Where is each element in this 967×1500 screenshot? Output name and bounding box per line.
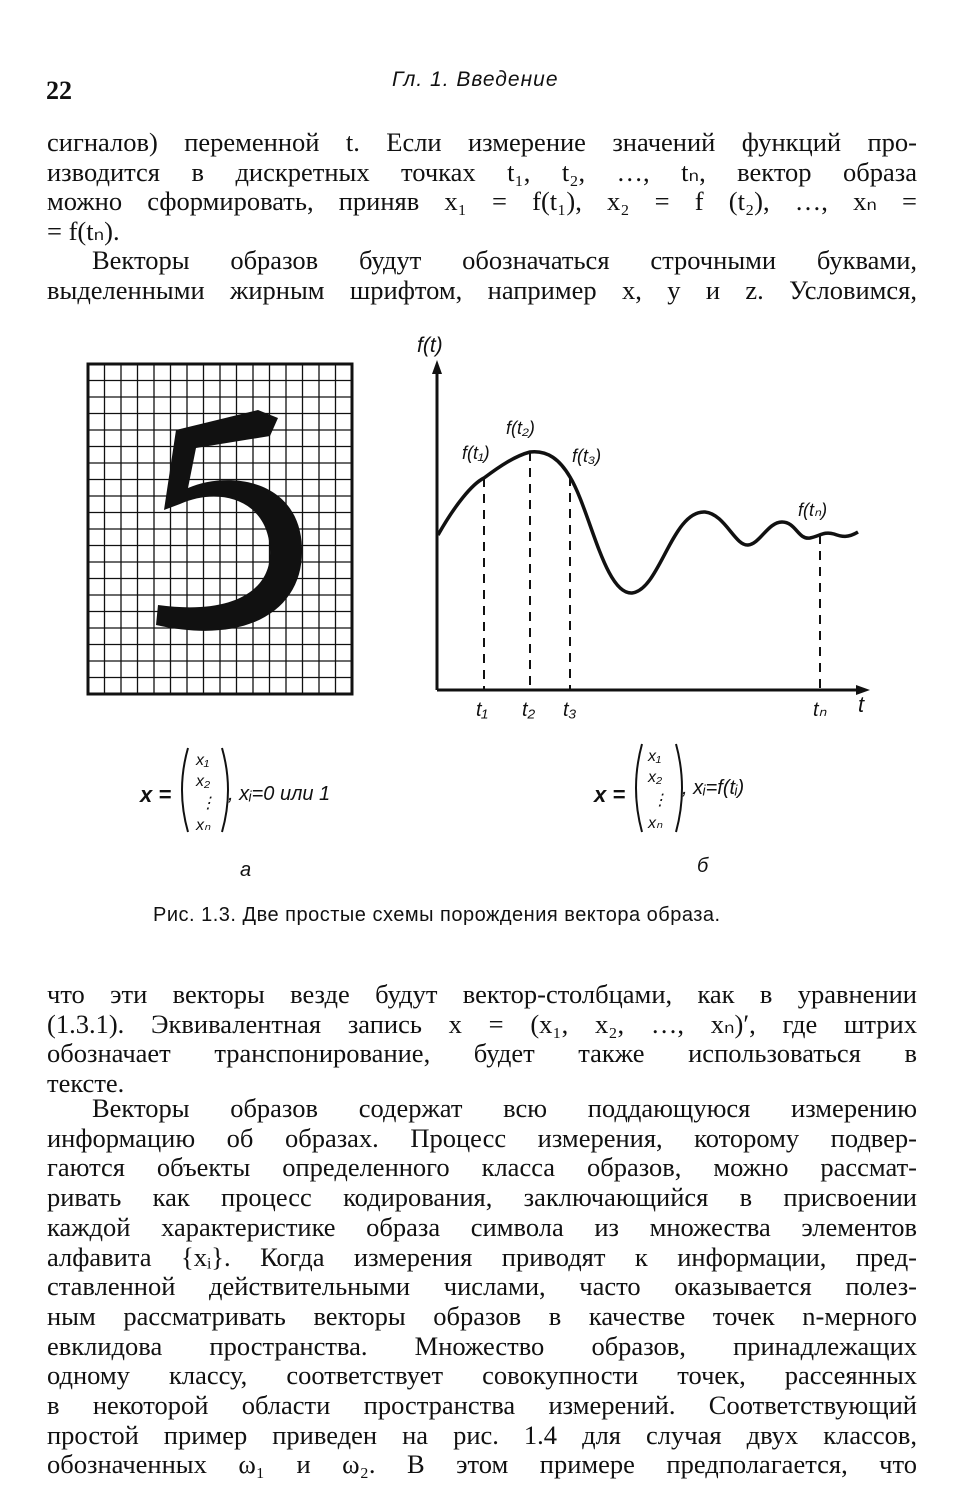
component-b-3: ⋮ — [652, 792, 668, 809]
text-line: гаются объекты определенного класса образов, можно рассмат- — [47, 1152, 917, 1183]
text-line: выделенными жирным шрифтом, например x, y и z. Условимся, — [47, 274, 917, 305]
panel-label-a: а — [240, 859, 252, 881]
component-a-1: x₁ — [196, 752, 210, 769]
text-line: сигналов) переменной t. Если измерение значений функций про- — [47, 127, 917, 157]
tick-label-t1: t₁ — [476, 699, 488, 721]
paragraph-1 — [47, 128, 917, 247]
component-a-3: ⋮ — [200, 795, 216, 812]
component-b-2: x₂ — [648, 769, 663, 786]
page-number: 22 — [46, 76, 72, 105]
point-label-3: f(t₃) — [572, 446, 602, 466]
figure-caption: Рис. 1.3. Две простые схемы порождения вектора образа. — [153, 904, 721, 926]
text-line: Векторы образов содержат всю поддающуюся измерению — [92, 1093, 917, 1123]
panel-b-plot — [417, 334, 870, 721]
text-line: (1.3.1). Эквивалентная запись x = (x₁, x₂, …, xₙ)′, где штрих — [47, 1008, 917, 1039]
condition-b: , xᵢ=f(tᵢ) — [682, 777, 745, 799]
vector-name-b: x = — [594, 782, 626, 807]
component-b-n: xₙ — [648, 815, 663, 832]
text-line: информацию об образах. Процесс измерения, которому подвер- — [47, 1122, 917, 1153]
left-paren-a — [182, 748, 188, 832]
text-line: обозначенных ω₁ и ω₂. В этом примере предполагается, что — [47, 1449, 917, 1480]
text-line: в некоторой области пространства измерений. Соответствующий — [47, 1390, 917, 1421]
panel-a-grid — [88, 364, 352, 694]
text-line: Векторы образов будут обозначаться строчными буквами, — [92, 245, 917, 275]
y-axis-label: f(t) — [417, 334, 443, 357]
tick-label-tn: tₙ — [813, 699, 827, 721]
component-a-2: x₂ — [196, 773, 211, 790]
tick-label-t3: t₃ — [563, 699, 577, 721]
text-line: евклидова пространства. Множество образов, принадлежащих — [47, 1330, 917, 1361]
vector-formula-a — [139, 748, 330, 881]
text-line: изводится в дискретных точках t₁, t₂, …, tₙ, вектор образа — [47, 156, 917, 187]
vector-formula-b — [593, 744, 744, 877]
text-line: что эти векторы везде будут вектор-столбцами, как в уравнении — [47, 979, 917, 1009]
figure-1-3 — [0, 330, 967, 890]
component-b-1: x₁ — [648, 748, 662, 765]
point-label-n: f(tₙ) — [798, 500, 828, 520]
left-paren-b — [636, 744, 642, 832]
text-line: можно сформировать, приняв x₁ = f(t₁), x₂ = f (t₂), …, xₙ = — [47, 186, 917, 217]
condition-a: , xᵢ=0 или 1 — [228, 783, 331, 805]
text-line: алфавита {xᵢ}. Когда измерения приводят к информации, пред- — [47, 1241, 917, 1272]
text-line: одному классу, соответствует совокупности точек, рассеянных — [47, 1360, 917, 1391]
text-line: каждой характеристике образа символа из множества элементов — [47, 1211, 917, 1242]
component-a-n: xₙ — [196, 817, 211, 834]
x-axis-label: t — [858, 692, 865, 717]
text-line: ривать как процесс кодирования, заключающийся в присвоении — [47, 1182, 917, 1213]
text-line: ным рассматривать векторы образов в качестве точек n-мерного — [47, 1300, 917, 1331]
vector-name-a: x = — [140, 782, 172, 807]
function-curve — [438, 452, 858, 593]
y-axis-arrow — [432, 360, 442, 374]
text-line: ставленной действительными числами, часто оказывается полез- — [47, 1271, 917, 1302]
running-head: Гл. 1. Введение — [392, 68, 559, 91]
point-label-2: f(t₂) — [506, 418, 535, 438]
tick-label-t2: t₂ — [522, 699, 536, 721]
text-line: обозначает транспонирование, будет также использоваться в — [47, 1038, 917, 1069]
text-line: простой пример приведен на рис. 1.4 для случая двух классов, — [47, 1419, 917, 1450]
panel-label-b: б — [697, 855, 709, 877]
text-line: тексте. — [47, 1068, 125, 1099]
paragraph-2 — [47, 246, 917, 305]
point-label-1: f(t₁) — [462, 443, 490, 463]
paragraph-4 — [47, 1094, 917, 1480]
digit-five-shape — [156, 410, 302, 631]
paragraph-3 — [47, 980, 917, 1099]
text-line: = f(tₙ). — [47, 216, 120, 247]
